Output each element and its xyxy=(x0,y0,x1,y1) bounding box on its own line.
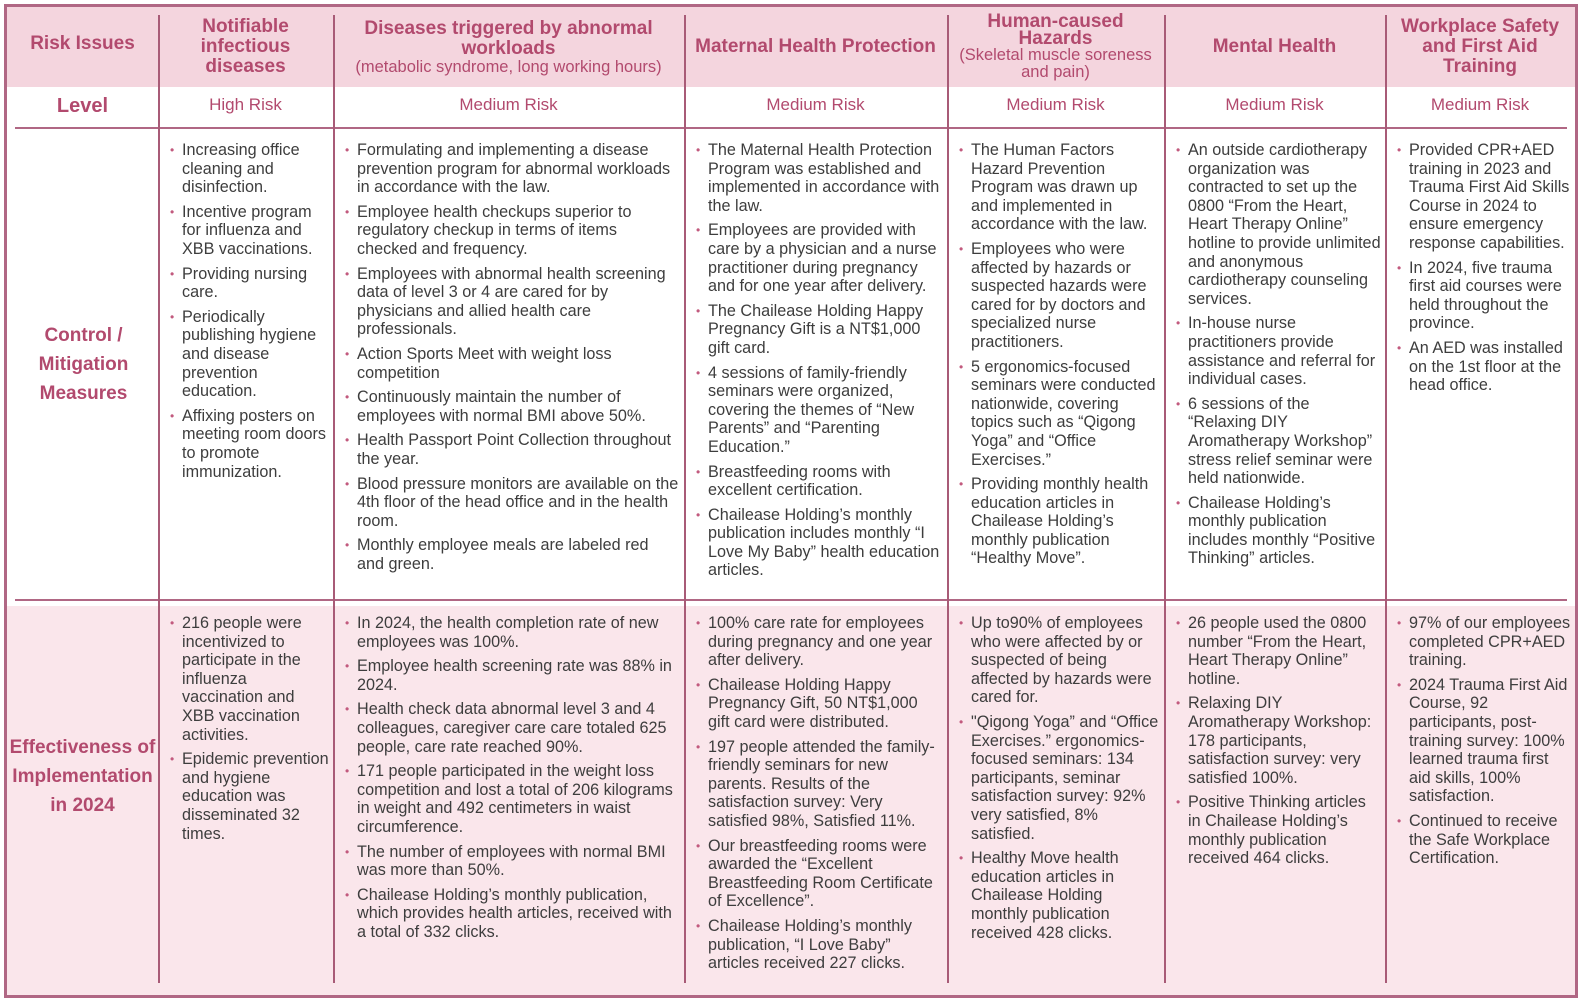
list-item xyxy=(170,750,329,843)
list-item xyxy=(696,221,943,295)
bullet-icon: • xyxy=(696,739,701,754)
bullet-icon: • xyxy=(959,143,964,157)
effectiveness-label: Effectiveness of Implementation in 2024 xyxy=(9,736,156,816)
list-item-text: An outside cardiotherapy organization was contracted to set up the 0800 “From the Heart, Heart Therapy Online” hotline to provide unlimited and anonymous cardiotherapy counseling services. xyxy=(1188,141,1381,308)
list-item xyxy=(959,475,1160,568)
list-item-text: Health Passport Point Collection throughout the year. xyxy=(357,431,672,468)
list-item xyxy=(345,657,680,694)
list-item-text: 100% care rate for employees during pregnancy and one year after delivery. xyxy=(708,614,933,670)
list-item-text: 2024 Trauma First Aid Course, 92 participants, post-training survey: 100% learned trauma first aid skills, 100% satisfaction. xyxy=(1409,675,1568,806)
list-item-text: 171 people participated in the weight loss competition and lost a total of 206 kilograms in weight and 492 centimeters in waist circumference. xyxy=(357,762,673,836)
bullet-icon: • xyxy=(696,616,701,630)
control-list xyxy=(170,141,329,481)
list-item xyxy=(345,536,680,573)
effectiveness-cell xyxy=(959,614,1160,948)
effectiveness-list xyxy=(1397,614,1571,868)
column-divider xyxy=(158,15,160,983)
risk-level: Medium Risk xyxy=(1430,95,1530,114)
list-item xyxy=(1397,339,1571,395)
risk-level: Medium Risk xyxy=(766,95,865,114)
list-item-text: Incentive program for influenza and XBB vaccinations. xyxy=(182,202,313,258)
list-item xyxy=(170,407,329,481)
bullet-icon: • xyxy=(1397,813,1402,828)
bullet-icon: • xyxy=(345,266,350,281)
column-header-title: Maternal Health Protection xyxy=(695,36,936,57)
list-item-text: Providing monthly health education articles in Chailease Holding’s monthly publication “Healthy Move”. xyxy=(971,475,1149,568)
bullet-icon: • xyxy=(959,359,964,374)
bullet-icon: • xyxy=(345,844,350,859)
list-item xyxy=(170,614,329,744)
list-item xyxy=(1397,141,1571,253)
list-item-text: Providing nursing care. xyxy=(182,264,308,302)
list-item-text: 197 people attended the family-friendly seminars for new parents. Results of the satisfaction survey: Very satisfied 98%, Satisfied 11%. xyxy=(708,737,935,830)
list-item-text: In 2024, the health completion rate of new employees was 100%. xyxy=(357,614,659,651)
control-cell xyxy=(696,141,943,586)
bullet-icon: • xyxy=(170,204,175,219)
list-item xyxy=(696,364,943,457)
list-item-text: Chailease Holding’s monthly publication, “I Love Baby” articles received 227 clicks. xyxy=(708,916,912,973)
column-header-subtitle: (metabolic syndrome, long working hours) xyxy=(355,57,662,76)
column-header xyxy=(1164,11,1385,83)
bullet-icon: • xyxy=(345,764,350,779)
risk-issues-label: Risk Issues xyxy=(30,33,135,54)
bullet-icon: • xyxy=(696,918,701,933)
list-item-text: Our breastfeeding rooms were awarded the “Excellent Breastfeeding Room Certificate of Excellence”. xyxy=(708,836,933,911)
list-item xyxy=(170,308,329,401)
list-item-text: 26 people used the 0800 number “From the Heart, Heart Therapy Online” hotline. xyxy=(1188,614,1367,688)
effectiveness-list xyxy=(959,614,1160,942)
column-header-title: Workplace Safety and First Aid Training xyxy=(1400,16,1560,77)
effectiveness-cell xyxy=(345,614,680,948)
list-item xyxy=(959,614,1160,707)
list-item-text: Continued to receive the Safe Workplace Certification. xyxy=(1409,811,1558,868)
list-item-text: Up to90% of employees who were affected by or suspected of being affected by hazards were cared for. xyxy=(971,614,1152,707)
bullet-icon: • xyxy=(1176,616,1181,630)
list-item xyxy=(696,302,943,358)
list-item xyxy=(959,713,1160,843)
list-item-text: Chailease Holding’s monthly publication, which provides health articles, received with a total of 332 clicks. xyxy=(357,885,672,941)
control-list xyxy=(1397,141,1571,395)
effectiveness-list xyxy=(345,614,680,942)
risk-level: Medium Risk xyxy=(1225,95,1324,114)
control-list xyxy=(959,141,1160,568)
bullet-icon: • xyxy=(696,365,701,380)
column-divider xyxy=(1164,15,1166,983)
list-item-text: "Qigong Yoga” and “Office Exercises.” ergonomics-focused seminars: 134 participants, seminar satisfaction survey: 92% very satisfied, 8% satisfied. xyxy=(971,712,1159,843)
list-item xyxy=(170,141,329,197)
list-item xyxy=(1176,694,1381,787)
control-cell xyxy=(959,141,1160,574)
control-list xyxy=(345,141,680,573)
column-divider xyxy=(333,15,335,983)
list-item-text: Increasing office cleaning and disinfection. xyxy=(182,141,300,197)
list-item-text: Provided CPR+AED training in 2023 and Trauma First Aid Skills Course in 2024 to ensure emergency response capabilities. xyxy=(1409,141,1570,252)
bullet-icon: • xyxy=(1397,143,1402,157)
list-item xyxy=(1397,676,1571,806)
bullet-icon: • xyxy=(1397,677,1402,692)
column-header xyxy=(684,11,947,83)
list-item xyxy=(345,388,680,425)
bullet-icon: • xyxy=(959,851,964,866)
column-divider xyxy=(947,15,949,983)
bullet-icon: • xyxy=(345,143,350,157)
bullet-icon: • xyxy=(345,390,350,405)
bullet-icon: • xyxy=(345,887,350,902)
bullet-icon: • xyxy=(1176,696,1181,711)
bullet-icon: • xyxy=(345,702,350,717)
bullet-icon: • xyxy=(345,538,350,553)
bullet-icon: • xyxy=(345,616,350,630)
column-divider xyxy=(1385,15,1387,983)
list-item-text: In 2024, five trauma first aid courses were held throughout the province. xyxy=(1409,258,1562,333)
list-item xyxy=(696,837,943,911)
bullet-icon: • xyxy=(345,433,350,448)
bullet-icon: • xyxy=(1176,396,1181,411)
control-list xyxy=(1176,141,1381,568)
control-label: Control / Mitigation Measures xyxy=(38,324,129,404)
list-item-text: The Maternal Health Protection Program was established and implemented in accordance with the law. xyxy=(708,141,940,215)
list-item xyxy=(1397,812,1571,868)
list-item xyxy=(345,886,680,942)
list-item xyxy=(959,141,1160,234)
risk-table xyxy=(4,4,1578,998)
column-header-title: Diseases triggered by abnormal workloads xyxy=(364,17,653,59)
list-item-text: 216 people were incentivized to participate in the influenza vaccination and XBB vaccination activities. xyxy=(182,614,302,744)
control-cell xyxy=(345,141,680,579)
list-item-text: Monthly employee meals are labeled red and green. xyxy=(357,536,649,573)
column-header xyxy=(947,11,1164,83)
bullet-icon: • xyxy=(345,659,350,674)
bullet-icon: • xyxy=(696,223,701,238)
bullet-icon: • xyxy=(170,616,175,630)
list-item-text: The Human Factors Hazard Prevention Program was drawn up and implemented in accordance with the law. xyxy=(971,141,1148,234)
bullet-icon: • xyxy=(1176,495,1181,510)
bullet-icon: • xyxy=(170,266,175,281)
list-item xyxy=(345,762,680,836)
bullet-icon: • xyxy=(696,464,701,479)
list-item-text: Employee health checkups superior to regulatory checkup in terms of items checked and frequency. xyxy=(357,202,632,258)
list-item xyxy=(1176,614,1381,688)
list-item-text: 97% of our employees completed CPR+AED training. xyxy=(1409,614,1571,670)
bullet-icon: • xyxy=(959,241,964,256)
list-item xyxy=(696,676,943,732)
list-item-text: Chailease Holding Happy Pregnancy Gift, 50 NT$1,000 gift card were distributed. xyxy=(708,675,918,731)
bullet-icon: • xyxy=(696,838,701,853)
list-item xyxy=(696,463,943,500)
bullet-icon: • xyxy=(1176,795,1181,810)
effectiveness-cell xyxy=(1176,614,1381,874)
effectiveness-cell xyxy=(170,614,329,849)
effectiveness-list xyxy=(696,614,943,973)
column-header xyxy=(1385,11,1575,83)
bullet-icon: • xyxy=(696,677,701,692)
list-item-text: Positive Thinking articles in Chailease Holding’s monthly publication received 464 clicks. xyxy=(1188,793,1366,868)
control-list xyxy=(696,141,943,580)
bullet-icon: • xyxy=(696,303,701,318)
list-item-text: An AED was installed on the 1st floor at the head office. xyxy=(1409,338,1563,395)
column-header-subtitle: (Skeletal muscle soreness and pain) xyxy=(959,46,1152,81)
list-item-text: Employees are provided with care by a physician and a nurse practitioner during pregnancy and for one year after delivery. xyxy=(708,221,937,296)
list-item xyxy=(345,475,680,531)
list-item-text: Employee health screening rate was 88% in 2024. xyxy=(357,657,672,694)
list-item xyxy=(170,265,329,302)
list-item xyxy=(1176,395,1381,488)
list-item xyxy=(696,614,943,670)
list-item-text: Formulating and implementing a disease prevention program for abnormal workloads in accordance with the law. xyxy=(357,141,671,197)
list-item-text: The Chailease Holding Happy Pregnancy Gift is a NT$1,000 gift card. xyxy=(708,301,924,357)
list-item xyxy=(1176,314,1381,388)
bullet-icon: • xyxy=(959,714,964,729)
effectiveness-list xyxy=(170,614,329,843)
list-item-text: Continuously maintain the number of employees with normal BMI above 50%. xyxy=(357,388,646,425)
list-item-text: Healthy Move health education articles in Chailease Holding monthly publication received 428 clicks. xyxy=(971,849,1119,942)
risk-level: Medium Risk xyxy=(459,95,558,114)
list-item xyxy=(696,738,943,831)
list-item xyxy=(345,700,680,756)
control-cell xyxy=(170,141,329,487)
list-item xyxy=(345,141,680,197)
list-item xyxy=(696,141,943,215)
list-item-text: Employees who were affected by hazards or suspected hazards were cared for by doctors and specialized nurse practitioners. xyxy=(971,239,1147,351)
list-item-text: Epidemic prevention and hygiene education was disseminated 32 times. xyxy=(182,750,329,843)
list-item xyxy=(1397,614,1571,670)
list-item-text: Employees with abnormal health screening data of level 3 or 4 are cared for by physicians and allied health care professionals. xyxy=(357,264,666,339)
list-item xyxy=(1176,793,1381,867)
list-item-text: Breastfeeding rooms with excellent certification. xyxy=(708,462,891,500)
bullet-icon: • xyxy=(1397,340,1402,355)
control-cell xyxy=(1176,141,1381,574)
list-item xyxy=(1397,259,1571,333)
risk-level: Medium Risk xyxy=(1006,95,1105,114)
divider-control xyxy=(15,599,1567,601)
level-label: Level xyxy=(56,94,109,117)
column-divider xyxy=(684,15,686,983)
risk-level: High Risk xyxy=(209,95,282,114)
bullet-icon: • xyxy=(696,143,701,157)
column-header xyxy=(158,11,333,83)
column-header xyxy=(333,11,684,83)
list-item-text: Chailease Holding’s monthly publication includes monthly “Positive Thinking” articles. xyxy=(1188,493,1376,568)
bullet-icon: • xyxy=(1176,316,1181,331)
list-item xyxy=(345,203,680,259)
list-item xyxy=(345,843,680,880)
bullet-icon: • xyxy=(345,204,350,219)
control-cell xyxy=(1397,141,1571,401)
column-header-title: Notifiable infectious diseases xyxy=(200,16,291,77)
effectiveness-list xyxy=(1176,614,1381,868)
list-item xyxy=(345,265,680,339)
list-item-text: Affixing posters on meeting room doors to promote immunization. xyxy=(182,406,326,481)
list-item-text: Relaxing DIY Aromatherapy Workshop: 178 participants, satisfaction survey: very satisfied 100%. xyxy=(1188,694,1372,787)
bullet-icon: • xyxy=(170,752,175,767)
bullet-icon: • xyxy=(170,143,175,157)
list-item-text: 6 sessions of the “Relaxing DIY Aromatherapy Workshop” stress relief seminar were held nationwide. xyxy=(1188,394,1373,488)
list-item-text: Chailease Holding’s monthly publication includes monthly “I Love My Baby” health education articles. xyxy=(708,505,940,580)
list-item xyxy=(1176,494,1381,568)
list-item xyxy=(696,506,943,580)
list-item xyxy=(1176,141,1381,308)
bullet-icon: • xyxy=(959,477,964,492)
effectiveness-cell xyxy=(696,614,943,979)
bullet-icon: • xyxy=(345,346,350,361)
list-item-text: Health check data abnormal level 3 and 4 colleagues, caregiver care care totaled 625 people, care rate reached 90%. xyxy=(357,700,667,756)
list-item xyxy=(345,345,680,382)
list-item xyxy=(959,849,1160,942)
bullet-icon: • xyxy=(1397,616,1402,630)
list-item xyxy=(345,614,680,651)
list-item-text: Blood pressure monitors are available on the 4th floor of the head office and in the health room. xyxy=(357,474,679,530)
column-header-title: Human-caused Hazards xyxy=(987,11,1124,49)
effectiveness-cell xyxy=(1397,614,1571,874)
bullet-icon: • xyxy=(959,616,964,630)
list-item xyxy=(696,917,943,973)
list-item xyxy=(170,203,329,259)
list-item xyxy=(959,240,1160,352)
bullet-icon: • xyxy=(170,309,175,324)
list-item-text: Periodically publishing hygiene and disease prevention education. xyxy=(182,307,317,401)
bullet-icon: • xyxy=(345,476,350,491)
bullet-icon: • xyxy=(1397,260,1402,275)
list-item-text: 4 sessions of family-friendly seminars were organized, covering the themes of “New Parents” and “Parenting Education.” xyxy=(708,363,915,456)
list-item-text: Action Sports Meet with weight loss competition xyxy=(357,344,612,382)
list-item-text: In-house nurse practitioners provide assistance and referral for individual cases. xyxy=(1188,314,1376,389)
list-item-text: 5 ergonomics-focused seminars were conducted nationwide, covering topics such as “Qigong Yoga” and “Office Exercises.” xyxy=(971,357,1156,469)
list-item xyxy=(345,431,680,468)
list-item xyxy=(959,358,1160,470)
bullet-icon: • xyxy=(170,408,175,423)
divider-level xyxy=(15,127,1567,129)
list-item-text: The number of employees with normal BMI was more than 50%. xyxy=(357,842,666,880)
bullet-icon: • xyxy=(696,507,701,522)
bullet-icon: • xyxy=(1176,143,1181,157)
column-header-title: Mental Health xyxy=(1212,36,1337,57)
